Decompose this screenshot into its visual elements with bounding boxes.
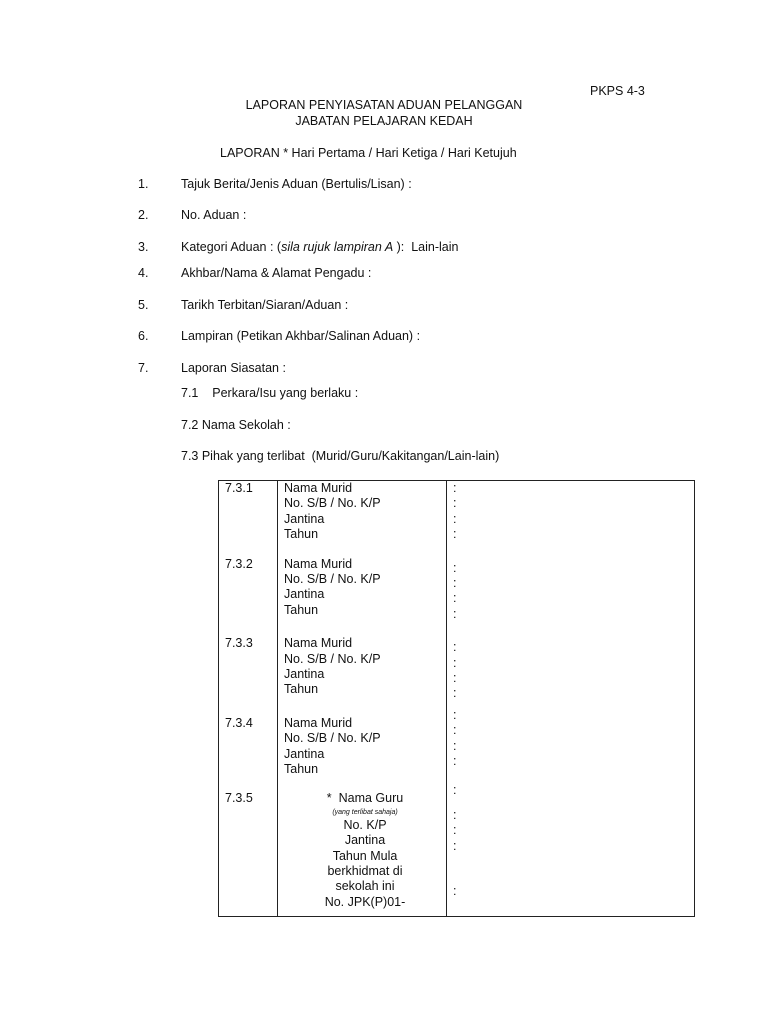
field-labels	[278, 777, 447, 916]
field-labels	[278, 543, 447, 623]
value-colon: :	[453, 753, 457, 768]
field-label: Jantina	[284, 667, 325, 681]
table-row	[219, 543, 695, 623]
field-label: berkhidmat di	[327, 864, 403, 878]
value-colon: :	[453, 823, 457, 838]
item-label: Tarikh Terbitan/Siaran/Aduan :	[181, 298, 349, 312]
value-colon: :	[453, 723, 457, 738]
form-reference-code: PKPS 4-3	[590, 84, 645, 98]
field-label: Jantina	[284, 587, 325, 602]
item-label: Akhbar/Nama & Alamat Pengadu :	[181, 266, 372, 280]
value-colon: :	[453, 738, 457, 753]
field-label: No. S/B / No. K/P	[284, 651, 381, 666]
table-row	[219, 702, 695, 778]
value-colon: :	[453, 783, 457, 798]
item-number: 4.	[138, 266, 149, 280]
field-label: Nama Murid	[284, 715, 353, 730]
value-colon: :	[453, 527, 457, 542]
value-colon: :	[453, 670, 457, 685]
field-label: No. JPK(P)01-	[324, 894, 406, 909]
value-colon: :	[453, 655, 457, 670]
field-label: Tahun	[284, 602, 319, 617]
item-number: 2.	[138, 208, 149, 222]
field-values	[447, 702, 695, 778]
field-labels	[278, 481, 447, 543]
value-colon: :	[453, 606, 457, 621]
field-labels	[278, 622, 447, 702]
row-code: 7.3.4	[219, 702, 278, 778]
guru-title: * Nama Guru	[326, 791, 404, 806]
table-row	[219, 481, 695, 543]
field-values	[447, 543, 695, 623]
value-colon: :	[453, 511, 457, 526]
field-label: Tahun Mula	[332, 848, 398, 863]
guru-note: (yang terlibat sahaja)	[332, 808, 398, 816]
item-label: Kategori Aduan : (sila rujuk lampiran A ): Lain-lain	[181, 240, 459, 254]
field-label: Jantina	[284, 746, 325, 761]
item-number: 6.	[138, 329, 149, 343]
item-number: 7.	[138, 361, 149, 375]
field-values	[447, 622, 695, 702]
subitem-7-2: 7.2 Nama Sekolah :	[181, 418, 291, 432]
table-row	[219, 622, 695, 702]
item-number: 5.	[138, 298, 149, 312]
value-colon: :	[453, 838, 457, 853]
item-label: Tajuk Berita/Jenis Aduan (Bertulis/Lisan) :	[181, 177, 412, 191]
value-colon: :	[453, 707, 457, 722]
field-label: No. K/P	[343, 817, 387, 832]
involved-parties-table	[218, 480, 695, 917]
subitem-7-3: 7.3 Pihak yang terlibat (Murid/Guru/Kakitangan/Lain-lain)	[181, 449, 500, 463]
item-number: 3.	[138, 240, 149, 254]
field-label: Nama Murid	[284, 481, 353, 495]
value-colon: :	[453, 481, 457, 495]
row-code: 7.3.3	[219, 622, 278, 702]
item-label: Lampiran (Petikan Akhbar/Salinan Aduan) :	[181, 329, 421, 343]
row-code: 7.3.5	[219, 777, 278, 916]
value-colon: :	[453, 560, 457, 575]
field-values	[447, 481, 695, 543]
field-label: sekolah ini	[335, 879, 395, 894]
value-colon: :	[453, 807, 457, 822]
item-number: 1.	[138, 177, 149, 191]
value-colon: :	[453, 883, 457, 898]
subitem-7-1: 7.1 Perkara/Isu yang berlaku :	[181, 386, 359, 400]
item-label: No. Aduan :	[181, 208, 247, 222]
table-row	[219, 777, 695, 916]
row-code: 7.3.2	[219, 543, 278, 623]
field-label: No. S/B / No. K/P	[284, 572, 381, 587]
field-label: No. S/B / No. K/P	[284, 496, 381, 511]
department-title: JABATAN PELAJARAN KEDAH	[295, 114, 473, 128]
item-label: Laporan Siasatan :	[181, 361, 286, 375]
row-code: 7.3.1	[219, 481, 278, 543]
field-label: Jantina	[344, 833, 386, 848]
field-label: Tahun	[284, 682, 319, 697]
value-colon: :	[453, 591, 457, 606]
field-label: Nama Murid	[284, 636, 353, 651]
value-colon: :	[453, 576, 457, 591]
report-day-label: LAPORAN * Hari Pertama / Hari Ketiga / Hari Ketujuh	[220, 146, 517, 160]
field-label: Nama Murid	[284, 556, 353, 571]
field-label: Tahun	[284, 527, 319, 542]
value-colon: :	[453, 686, 457, 701]
field-labels	[278, 702, 447, 778]
value-colon: :	[453, 496, 457, 511]
field-values	[447, 777, 695, 916]
field-label: Jantina	[284, 511, 325, 526]
document-title: LAPORAN PENYIASATAN ADUAN PELANGGAN	[245, 98, 523, 112]
field-label: Tahun	[284, 761, 319, 776]
value-colon: :	[453, 640, 457, 655]
field-label: No. S/B / No. K/P	[284, 731, 381, 746]
